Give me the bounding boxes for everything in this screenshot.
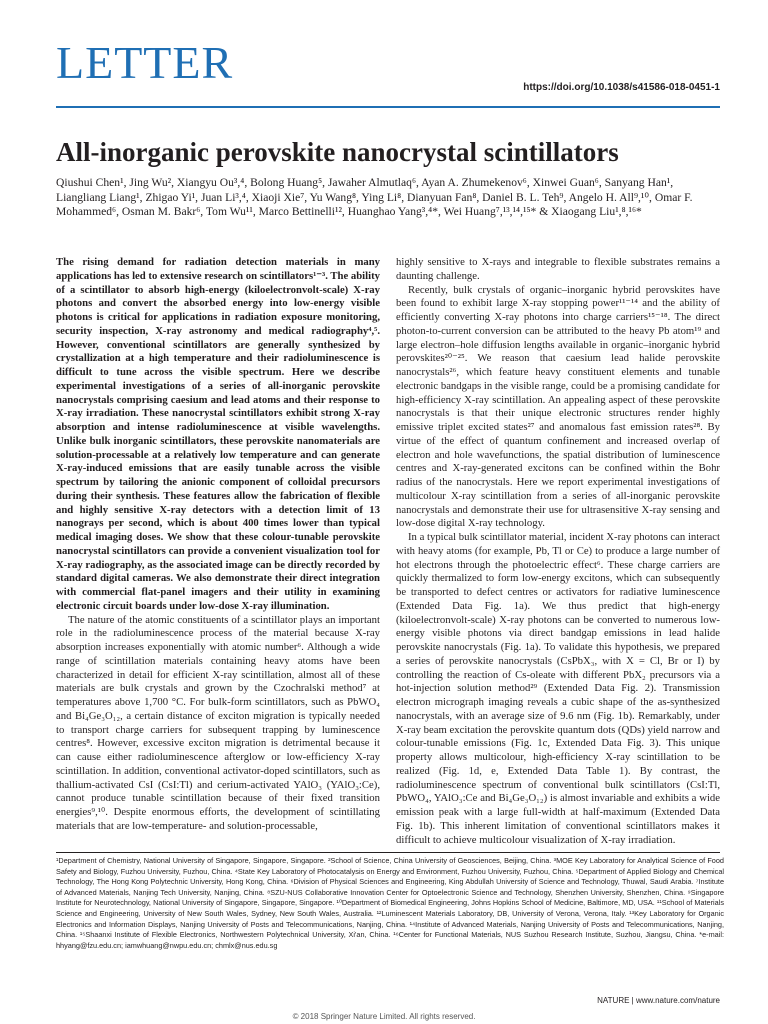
footnote-divider bbox=[56, 852, 720, 853]
right-column bbox=[396, 256, 720, 847]
abstract-paragraph: The rising demand for radiation detection materials in many applications has led to extensive research on scintillators¹⁻³. The ability of a scintillator to absorb high-energy (kiloelectronvolt-scale) X-ray photons and convert the absorbed energy into low-energy visible photons is critical for applications in radiation exposure monitoring, security inspection, X-ray astronomy and medical radiography⁴,⁵. However, conventional scintillators are generally synthesized by crystallization at a high temperature and their radioluminescence is difficult to tune across the visible spectrum. Here we describe experimental investigations of a series of all-inorganic perovskite nanocrystals comprising caesium and lead atoms and their response to X-ray irradiation. These nanocrystal scintillators exhibit strong X-ray absorption and intense radioluminescence at visible wavelengths. Unlike bulk inorganic scintillators, these perovskite nanomaterials are solution-processable at a relatively low temperature and can generate X-ray-induced emissions that are easily tunable across the visible spectrum by tailoring the anionic component of colloidal precursors during their synthesis. These features allow the fabrication of flexible and highly sensitive X-ray detectors with a detection limit of 13 nanograys per second, which is about 400 times lower than typical medical imaging doses. We show that these colour-tunable perovskite nanocrystal scintillators can provide a convenient visualization tool for X-ray radiography, as the associated image can be directly recorded by standard digital cameras. We also demonstrate their direct integration with commercial flat-panel imagers and their utility in examining electronic circuit boards under low-dose X-ray illumination. bbox=[56, 256, 380, 612]
header-rule bbox=[56, 106, 720, 108]
journal-footer[interactable]: NATURE | www.nature.com/nature bbox=[597, 996, 720, 1005]
section-label: LETTER bbox=[56, 37, 234, 88]
author-list: Qiushui Chen¹, Jing Wu², Xiangyu Ou³,⁴, Bolong Huang⁵, Jawaher Almutlaq⁶, Ayan A. Zhumekenov⁶, Xinwei Guan⁶, Sanyang Han¹, Liangliang Liang¹, Zhigao Yi¹, Juan Li³,⁴, Xiaoji Xie⁷, Yu Wang⁸, Ying Li⁸, Dianyuan Fan⁸, Daniel B. L. Teh⁹, Angelo H. All⁹,¹⁰, Omar F. Mohammed⁶, Osman M. Bakr⁶, Tom Wu¹¹, Marco Bettinelli¹², Huanghao Yang³,⁴*, Wei Huang⁷,¹³,¹⁴,¹⁵* & Xiaogang Liu¹,⁸,¹⁶* bbox=[56, 176, 693, 219]
doi-link[interactable]: https://doi.org/10.1038/s41586-018-0451-1 bbox=[523, 82, 720, 93]
left-column bbox=[56, 256, 380, 834]
body-paragraph: Recently, bulk crystals of organic–inorganic hybrid perovskites have been found to exhibit large X-ray stopping power¹¹⁻¹⁴ and the ability of efficiently converting X-ray photons into charge carriers¹⁵⁻¹⁸. The direct photon-to-current conversion can be attributed to the heavy Pb atom¹⁹ and large electron–hole diffusion lengths available in organic–inorganic hybrid perovskites²⁰⁻²⁵. We reason that caesium lead halide perovskite nanocrystals²⁶, which feature heavy constituent elements and tunable electronic bandgaps in the visible range, could be a promising candidate for high-efficiency X-ray scintillation. An appealing aspect of these perovskite nanocrystals is that their unique electronic structures render highly emissive triplet excited states²⁷ and anomalous fast emission rates²⁸. By virtue of the effect of quantum confinement and increased overlap of electron and hole wavefunctions, the spatial distribution of luminescence centres and X-ray-generated excitons can be confined within the Bohr radius of the nanocrystals. Here we report experimental investigations of multicolour X-ray scintillation from a series of all-inorganic perovskite nanocrystals and demonstrate their use for ultrasensitive X-ray sensing and low-dose digital X-ray technology. bbox=[396, 283, 720, 530]
body-paragraph: In a typical bulk scintillator material, incident X-ray photons can interact with heavy atoms (for example, Pb, Tl or Ce) to produce a large number of hot electrons through the photoelectric effect⁶. These charge carriers are quickly thermalized to form low-energy excitons, which can subsequently be transported to defect centres or activators for radiative luminescence (Extended Data Fig. 1a). We thus predict that high-energy (kiloelectronvolt-scale) X-ray photons can be converted to numerous low-energy visible photons via direct bandgap emissions in lead halide perovskite nanocrystals (Fig. 1a). To validate this hypothesis, we prepared a series of perovskite nanocrystals (CsPbX₃, with X = Cl, Br or I) by controlling the reaction of Cs-oleate with different PbX₂ precursors via a hot-injection solution method²⁹ (Extended Data Fig. 2). Transmission electron micrograph imaging reveals a cubic shape of the as-synthesized nanocrystals, with an average size of 9.6 nm (Fig. 1b). Remarkably, under X-ray beam excitation the perovskite quantum dots (QDs) yield narrow and colour-tunable emissions (Fig. 1c, Extended Data Fig. 3). This unique property allows multicolour, high-efficiency X-ray scintillation to be realized (Fig. 1d, e, Extended Data Table 1). By contrast, the radioluminescence spectrum of conventional bulk scintillators (CsI:Tl, PbWO₄, YAlO₃:Ce and Bi₄Ge₃O₁₂) is almost invariable and exhibits a wide emission peak with a large full-width at half-maximum (Extended Data Fig. 1b). This inherent limitation of conventional scintillators makes it difficult to achieve multicolour visualization of X-ray irradiation. bbox=[396, 531, 720, 846]
article-title: All-inorganic perovskite nanocrystal scintillators bbox=[56, 137, 619, 167]
body-paragraph: highly sensitive to X-rays and integrable to flexible substrates remains a daunting challenge. bbox=[396, 256, 720, 282]
affiliations-footnote: ¹Department of Chemistry, National University of Singapore, Singapore, Singapore. ²School of Science, China University of Geosciences, Beijing, China. ³MOE Key Laboratory for Analytical Science of Food Safety and Biology, Fuzhou University, Fuzhou, China. ⁴State Key Laboratory of Photocatalysis on Energy and Environment, Fuzhou University, Fuzhou, China. ⁵Department of Applied Biology and Chemical Technology, The Hong Kong Polytechnic University, Hong Kong, China. ⁶Division of Physical Sciences and Engineering, King Abdullah University of Science and Technology, Thuwal, Saudi Arabia. ⁷Institute of Advanced Materials, Nanjing Tech University, Nanjing, China. ⁸SZU-NUS Collaborative Innovation Center for Optoelectronic Science and Technology, Shenzhen University, Shenzhen, China. ⁹Singapore Institute for Neurotechnology, National University of Singapore, Singapore, Singapore. ¹⁰Department of Biomedical Engineering, Johns Hopkins School of Medicine, Baltimore, MD, USA. ¹¹School of Materials Science and Engineering, University of New South Wales, Sydney, New South Wales, Australia. ¹²Luminescent Materials Laboratory, DB, University of Verona, Verona, Italy. ¹³Key Laboratory for Organic Electronics and Information Displays, Nanjing University of Posts and Telecommunications, Nanjing, China. ¹⁴Institute of Advanced Materials, Nanjing University of Posts and Telecommunications, Nanjing, China. ¹⁵Shaanxi Institute of Flexible Electronics, Northwestern Polytechnical University, Xi'an, China. ¹⁶Center for Functional Materials, NUS Suzhou Research Institute, Suzhou, Jiangsu, China. *e-mail: hhyang@fzu.edu.cn; iamwhuang@nwpu.edu.cn; chmlx@nus.edu.sg bbox=[56, 856, 724, 950]
copyright-notice: © 2018 Springer Nature Limited. All rights reserved. bbox=[292, 1012, 476, 1021]
body-paragraph: The nature of the atomic constituents of a scintillator plays an important role in the radioluminescence process of the material because X-ray absorption increases exponentially with atomic number⁶. Although a wide range of scintillation materials containing heavy atoms have been characterized in detail for efficient X-ray scintillation, almost all of these materials are bulk crystals and grown by the Czochralski method⁷ at temperatures above 1,700 °C. For bulk-form scintillators, such as PbWO₄ and Bi₄Ge₃O₁₂, a certain distance of exciton migration is typically needed to transport charge carriers for subsequent trapping by luminescence centres⁸. However, excessive exciton migration is detrimental because it can cause either radioluminescence afterglow or low-efficiency X-ray scintillation. In addition, conventional activator-doped scintillators, such as thallium-activated CsI (CsI:Tl) and cerium-activated YAlO₃ (YAlO₃:Ce), cannot produce tunable scintillation because of their fixed transition energies⁹,¹⁰. Despite enormous efforts, the development of scintillating materials that are low-temperature- and solution-processable, bbox=[56, 613, 380, 832]
